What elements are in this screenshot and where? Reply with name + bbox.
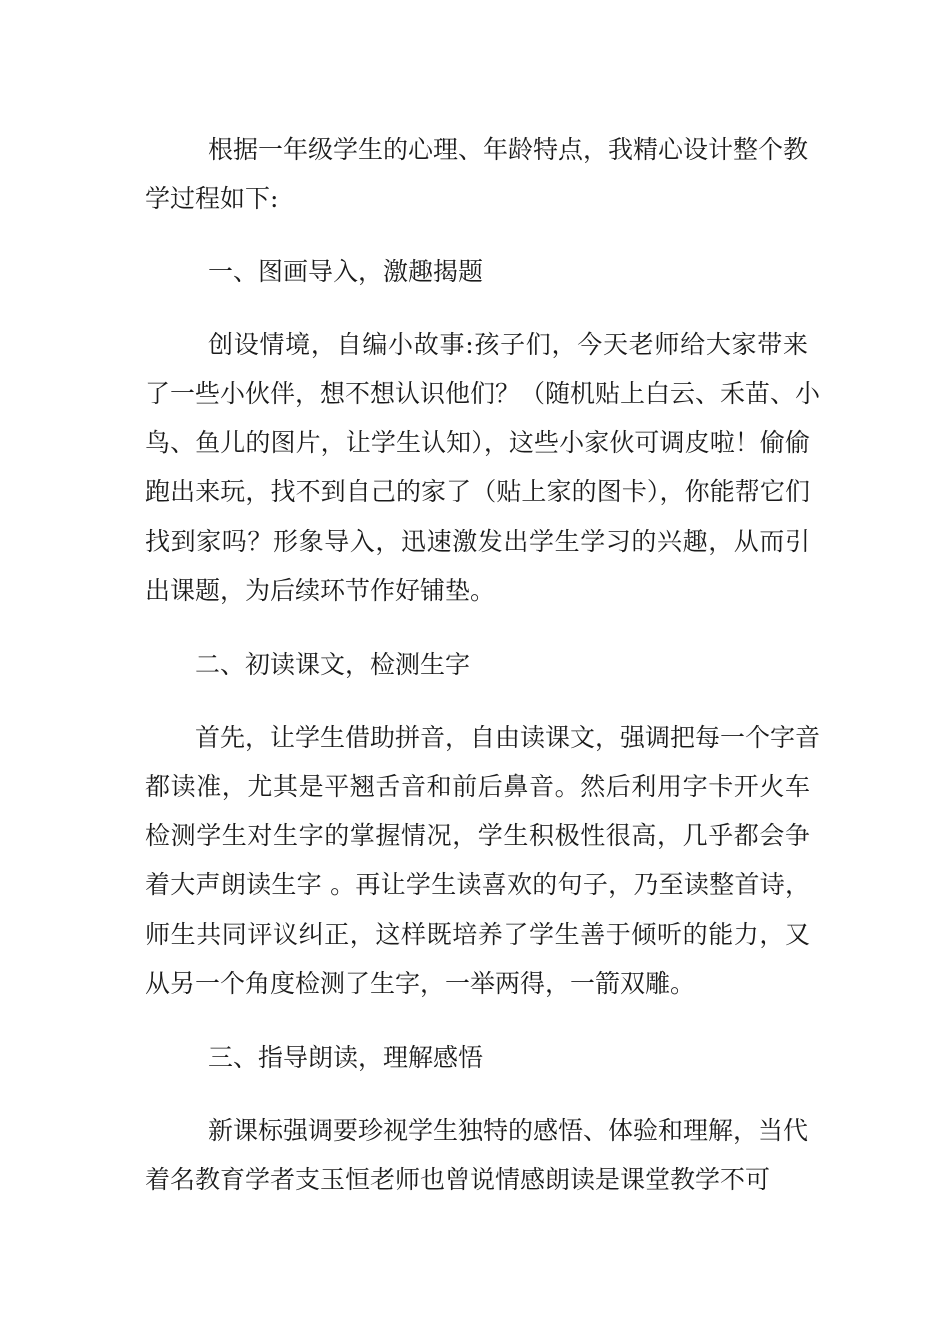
- section1-line-2: 了一些小伙伴，想不想认识他们？（随机贴上白云、禾苗、小: [145, 379, 821, 408]
- section1-heading: 一、图画导入，激趣揭题: [208, 257, 484, 286]
- section1-line-6: 出课题，为后续环节作好铺垫。: [145, 576, 496, 605]
- intro-line-1: 根据一年级学生的心理、年龄特点，我精心设计整个教: [208, 135, 809, 164]
- section1-line-5: 找到家吗？形象导入，迅速激发出学生学习的兴趣，从而引: [145, 527, 810, 556]
- section2-line-6: 从另一个角度检测了生字，一举两得，一箭双雕。: [145, 969, 696, 998]
- section2-heading: 二、初读课文，检测生字: [195, 650, 471, 679]
- section1-line-1: 创设情境，自编小故事:孩子们，今天老师给大家带来: [208, 330, 808, 359]
- section2-line-5: 师生共同评议纠正，这样既培养了学生善于倾听的能力，又: [145, 920, 810, 949]
- section1-line-3: 鸟、鱼儿的图片，让学生认知），这些小家伙可调皮啦！偷偷: [145, 428, 810, 457]
- section3-line-1: 新课标强调要珍视学生独特的感悟、体验和理解，当代: [208, 1116, 809, 1145]
- section1-line-4: 跑出来玩，找不到自己的家了（贴上家的图卡），你能帮它们: [145, 477, 810, 506]
- section3-heading: 三、指导朗读，理解感悟: [208, 1043, 484, 1072]
- section3-line-2: 着名教育学者支玉恒老师也曾说情感朗读是课堂教学不可: [145, 1165, 771, 1194]
- section2-line-2: 都读准，尤其是平翘舌音和前后鼻音。然后利用字卡开火车: [145, 772, 810, 801]
- section2-line-1: 首先，让学生借助拼音，自由读课文，强调把每一个字音: [195, 723, 821, 752]
- section2-line-4: 着大声朗读生字 。再让学生读喜欢的句子，乃至读整首诗，: [145, 870, 810, 899]
- section2-line-3: 检测学生对生字的掌握情况，学生积极性很高，几乎都会争: [145, 821, 810, 850]
- intro-line-2: 学过程如下:: [145, 184, 279, 213]
